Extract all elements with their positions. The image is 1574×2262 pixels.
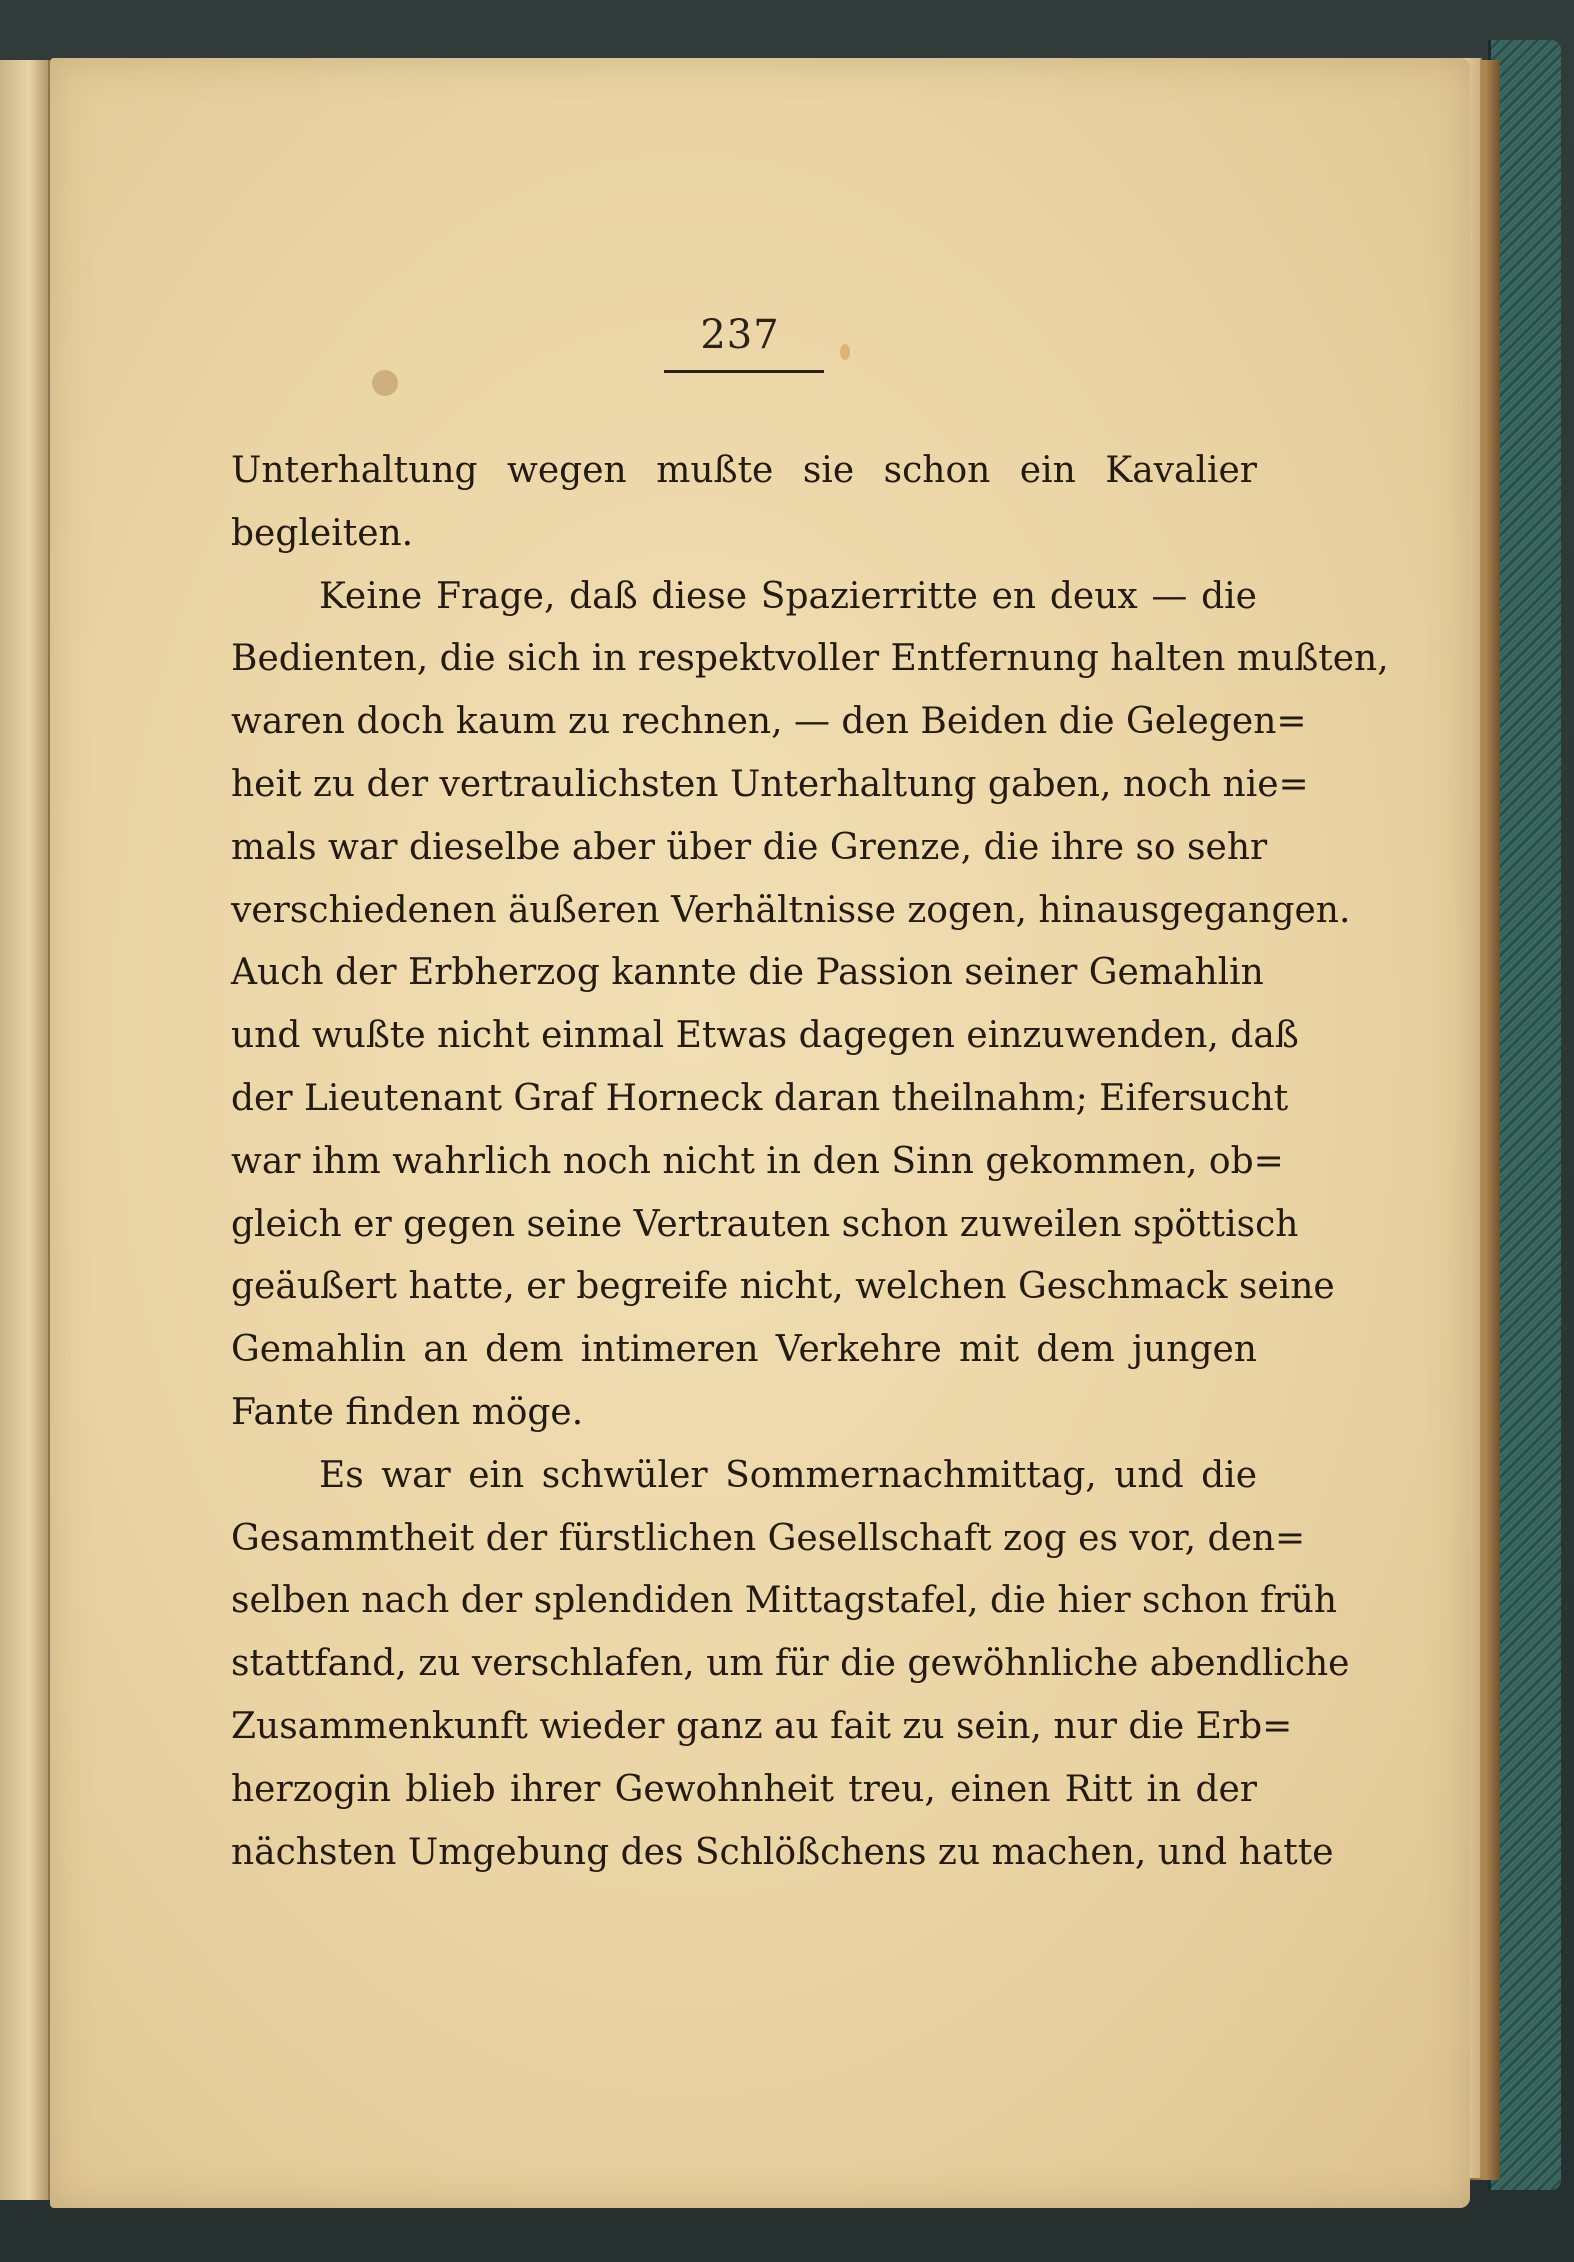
text-line: Es war ein schwüler Sommernachmittag, und die (319, 1454, 1257, 1496)
text-line: Gemahlin an dem intimeren Verkehre mit dem jungen (231, 1329, 1257, 1371)
text-line: mals war dieselbe aber über die Grenze, die ihre so sehr (231, 826, 1268, 868)
text-line: waren doch kaum zu rechnen, — den Beiden die Gelegen= (231, 701, 1307, 743)
text-line: und wußte nicht einmal Etwas dagegen einzuwenden, daß (231, 1015, 1299, 1057)
ink-stain (840, 344, 850, 360)
ink-stain (372, 370, 398, 396)
text-line: begleiten. (231, 512, 414, 554)
text-line: Unterhaltung wegen mußte sie schon ein Kavalier (231, 450, 1257, 491)
text-line: verschiedenen äußeren Verhältnisse zogen, hinausgegangen. (231, 889, 1351, 931)
text-line: der Lieutenant Graf Horneck daran theilnahm; Eifersucht (231, 1077, 1289, 1119)
text-line: Auch der Erbherzog kannte die Passion seiner Gemahlin (231, 952, 1264, 994)
page-number: 237 (700, 312, 780, 358)
text-line: stattfand, zu verschlafen, um für die gewöhnliche abendliche (231, 1643, 1350, 1685)
text-line: war ihm wahrlich noch nicht in den Sinn gekommen, ob= (231, 1140, 1284, 1182)
previous-page-edge (0, 60, 50, 2200)
text-line: heit zu der vertraulichsten Unterhaltung gaben, noch nie= (231, 763, 1309, 805)
text-line: Fante finden möge. (231, 1391, 584, 1433)
text-line: Keine Frage, daß diese Spazierritte en deux — die (319, 575, 1257, 617)
text-line: gleich er gegen seine Vertrauten schon zuweilen spöttisch (231, 1203, 1299, 1245)
page-number-rule (664, 370, 824, 373)
text-line: Zusammenkunft wieder ganz au fait zu sein, nur die Erb= (231, 1705, 1293, 1747)
text-line: herzogin blieb ihrer Gewohnheit treu, einen Ritt in der (231, 1768, 1257, 1810)
text-line: Gesammtheit der fürstlichen Gesellschaft zog es vor, den= (231, 1517, 1306, 1559)
text-line: Bedienten, die sich in respektvoller Entfernung halten mußten, (231, 638, 1389, 680)
text-line: geäußert hatte, er begreife nicht, welchen Geschmack seine (231, 1266, 1335, 1308)
text-line: nächsten Umgebung des Schlößchens zu machen, und hatte (231, 1831, 1334, 1873)
text-line: selben nach der splendiden Mittagstafel, die hier schon früh (231, 1580, 1338, 1622)
page-text (231, 440, 1389, 1884)
